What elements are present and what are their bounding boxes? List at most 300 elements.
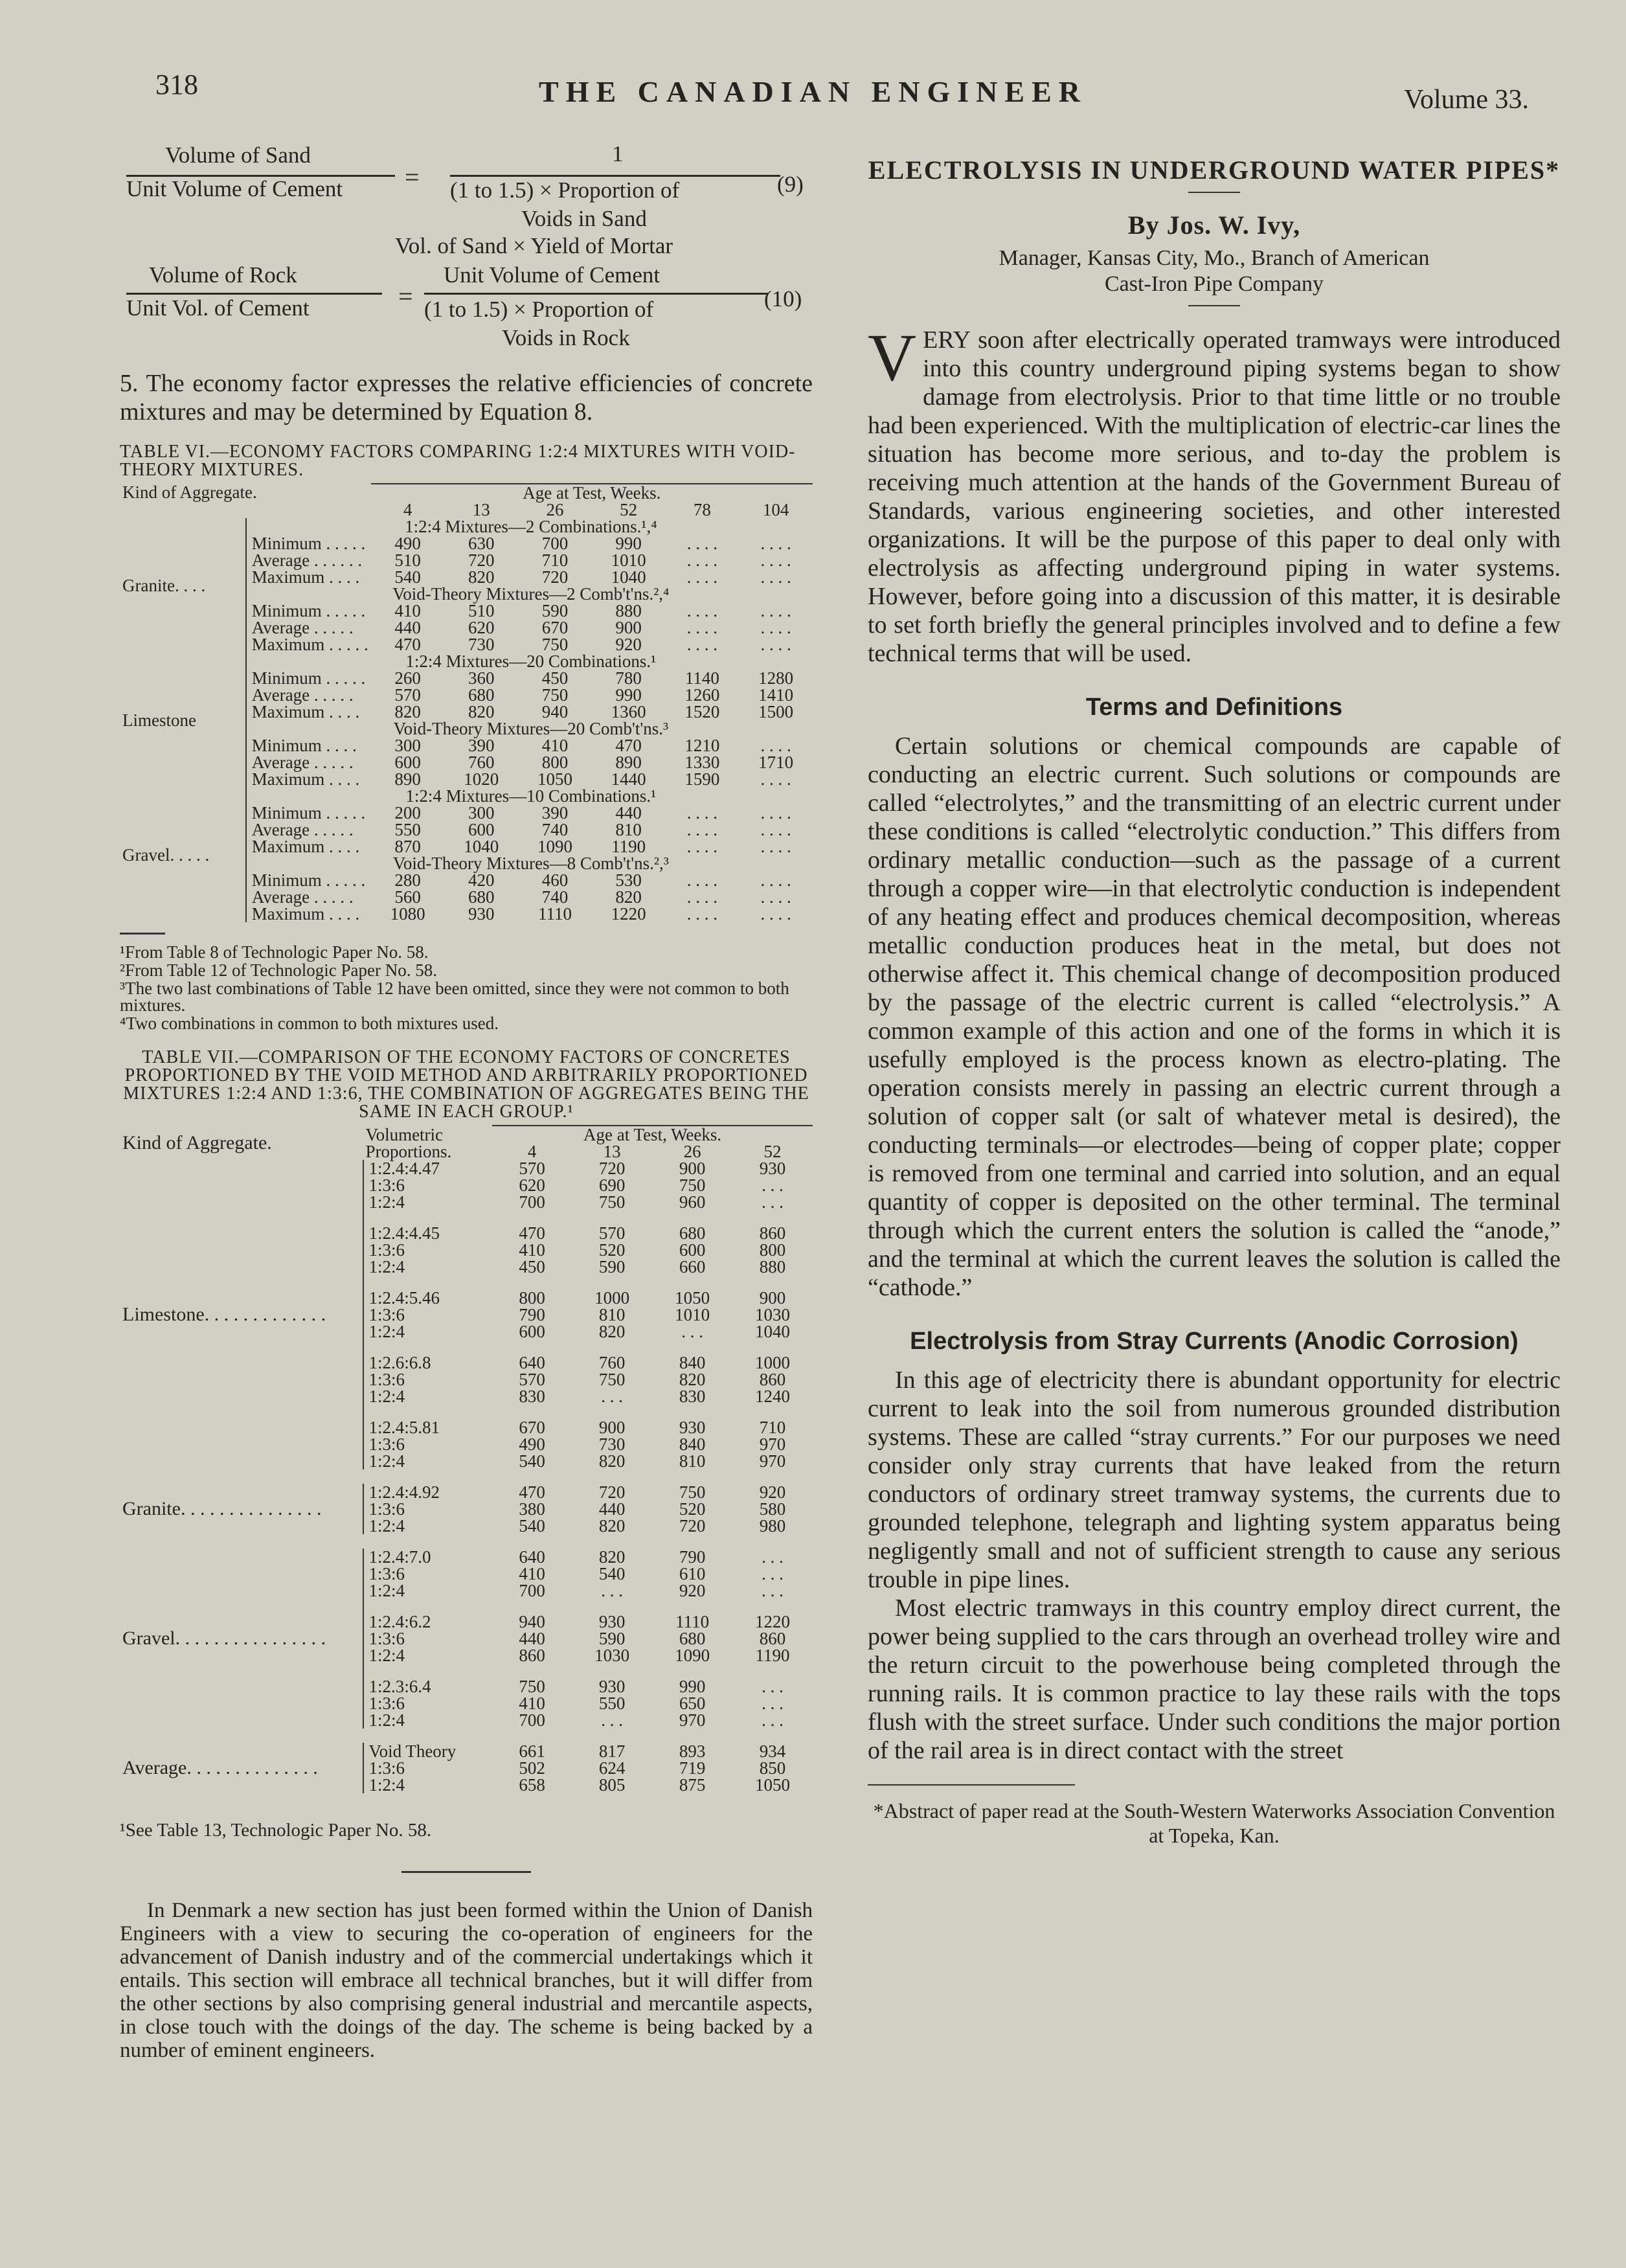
tramways-text: Most electric tramways in this country employ direct current, the power being supplied to the cars through an overhead trolley wire and the return circuit to the powerhouse being completed through the running rails. It is common practice to lay these rails with the tops flush with the street surface. Under such conditions the major portion of the rail area is in direct contact with the street: [868, 1594, 1561, 1764]
table6-cell: 740: [541, 887, 569, 907]
table7-age-header: Age at Test, Weeks.: [492, 1126, 813, 1143]
table6: [120, 483, 813, 922]
table6-cell: 990: [615, 685, 642, 705]
article-footnote: *Abstract of paper read at the South-Western Waterworks Association Convention at Topeka, Kan.: [873, 1799, 1555, 1847]
table6-cell: 600: [468, 820, 495, 839]
table7-cell: 900: [598, 1418, 626, 1437]
table7-cell: 1110: [675, 1612, 710, 1631]
table6-footnote-4: ⁴Two combinations in common to both mixtures used.: [120, 1014, 499, 1033]
table6-cell: . . . .: [686, 870, 717, 890]
author-affiliation-2: Cast-Iron Pipe Company: [1104, 272, 1324, 296]
table7-cell: 970: [679, 1710, 706, 1730]
table6-cell: 540: [394, 567, 421, 587]
table7-cell: 1000: [755, 1353, 791, 1372]
table7-proportion: 1:3:6: [363, 1565, 493, 1582]
table7-gap-cell: [492, 1405, 813, 1419]
table7-proportion: 1:2:4: [363, 1776, 493, 1793]
table6-cell: 470: [394, 635, 421, 654]
table6-cell: 630: [468, 534, 495, 553]
right-column: [868, 155, 1561, 1848]
table7-proportion: 1:3:6: [363, 1306, 493, 1323]
table7-cell: 640: [519, 1353, 545, 1372]
table7-cell: 805: [598, 1775, 626, 1795]
table7-gap-cell: [363, 1210, 493, 1225]
table7-cell: 810: [598, 1305, 626, 1324]
table7-title: TABLE VII.—COMPARISON OF THE ECONOMY FACTORS OF CONCRETES PROPORTIONED BY THE VOID METHOD AND ARBITRARILY PROPORTIONED MIXTURES 1:2:4 AND 1:3:6, THE COMBINATION OF AGGREGATES BEING THE SAME IN EACH GROUP.¹: [123, 1047, 809, 1122]
table6-cell: . . . .: [686, 887, 717, 907]
table6-cell: . . . .: [686, 534, 717, 553]
table7-cell: 830: [519, 1387, 545, 1406]
table7-cell: 440: [598, 1499, 626, 1519]
table7-group-gap: [120, 1534, 813, 1548]
eq10-rhs-denominator-1: (1 to 1.5) × Proportion of: [424, 297, 654, 322]
table7-proportion: 1:2.4:4.45: [363, 1225, 493, 1242]
table6-cell: . . . .: [686, 618, 717, 637]
table7-cell: 502: [519, 1758, 545, 1778]
table7-cell: . . .: [681, 1322, 703, 1341]
table6-cell: . . . .: [686, 803, 717, 822]
table7-cell: 380: [519, 1499, 545, 1519]
title-rule: [1188, 192, 1240, 193]
volume-label: Volume 33.: [1404, 85, 1529, 115]
table6-cell: 1280: [758, 668, 794, 688]
table6-cell: 740: [541, 820, 569, 839]
table6-cell: . . . .: [760, 534, 791, 553]
table7-cell: 600: [679, 1240, 706, 1260]
journal-title: THE CANADIAN ENGINEER: [539, 75, 1087, 108]
eq10-lhs-numerator: Volume of Rock: [149, 262, 297, 288]
table6-cell: 800: [541, 753, 569, 772]
table7-cell: 540: [598, 1564, 626, 1583]
table7-cell: 880: [759, 1257, 786, 1276]
table6-cell: 200: [394, 803, 421, 822]
table6-cell: 470: [615, 736, 642, 755]
equation-10: [120, 259, 813, 376]
table7-gap-cell: [363, 1340, 493, 1354]
table7-cell: 720: [598, 1482, 626, 1502]
table6-row-label: Average . . . . .: [246, 686, 371, 703]
table7-cell: 820: [598, 1322, 626, 1341]
table7-cell: 658: [519, 1775, 545, 1795]
table7-cell: 810: [679, 1451, 706, 1471]
table6-row-label: Maximum . . . .: [246, 703, 371, 720]
table7-cell: 520: [598, 1240, 626, 1260]
table6-cell: . . . .: [760, 601, 791, 620]
table6-row-label: Maximum . . . .: [246, 905, 371, 922]
table6-week-header: 13: [472, 500, 490, 519]
table6-row-label: Minimum . . . .: [246, 737, 371, 754]
table7-proportion: 1:2.4:5.81: [363, 1419, 493, 1436]
table6-cell: 1500: [758, 702, 794, 721]
table7-gap-cell: [492, 1275, 813, 1289]
table7-gap-cell: [363, 1599, 493, 1613]
table6-footnote-3: ³The two last combinations of Table 12 have been omitted, since they were not common to both mixtures.: [120, 979, 789, 1015]
table6-row-label: Maximum . . . .: [246, 838, 371, 855]
table7-cell: 820: [598, 1547, 626, 1567]
table6-cell: 1360: [611, 702, 646, 721]
table6-row-label: Minimum . . . . .: [246, 804, 371, 821]
table7-cell: 930: [598, 1612, 626, 1631]
eq10-number: (10): [764, 286, 802, 312]
table7-cell: 860: [759, 1223, 786, 1243]
table7-cell: 750: [679, 1175, 706, 1195]
table6-cell: . . . .: [760, 887, 791, 907]
paragraph-denmark: [120, 1899, 813, 2062]
table6-cell: . . . .: [686, 601, 717, 620]
table7-cell: 1040: [755, 1322, 791, 1341]
table6-cell: 900: [615, 618, 642, 637]
table6-cell: 750: [541, 635, 569, 654]
table7-cell: . . .: [762, 1564, 784, 1583]
table6-spacer: [246, 501, 371, 518]
table6-cell: 820: [468, 567, 495, 587]
table6-cell: . . . .: [686, 904, 717, 924]
table6-cell: 1710: [758, 753, 794, 772]
table7-proportion: 1:2:4: [363, 1647, 493, 1664]
table7-gap-cell: [363, 1405, 493, 1419]
table6-subheader: 1:2:4 Mixtures—20 Combinations.¹: [246, 653, 813, 670]
table6-cell: 410: [394, 601, 421, 620]
table6-cell: 760: [468, 753, 495, 772]
table7-cell: 830: [679, 1387, 706, 1406]
table6-cell: 510: [468, 601, 495, 620]
table6-cell: 820: [468, 702, 495, 721]
eq9-equals: =: [405, 163, 420, 192]
table7-cell: 840: [679, 1353, 706, 1372]
table7-proportion: 1:2:4: [363, 1194, 493, 1210]
table7-group-1: Granite. . . . . . . . . . . . . . .: [122, 1498, 322, 1519]
table6-cell: . . . .: [686, 837, 717, 856]
paragraph-economy-factor: 5. The economy factor expresses the relative efficiencies of concrete mixtures and may be determined by Equation 8.: [120, 370, 813, 425]
page-number: 318: [155, 69, 198, 100]
stray-text: In this age of electricity there is abundant opportunity for electric current to leak into the soil from numerous grounded distribution systems. These are called “stray currents.” For our purposes we need consider only stray currents that have leaked from the return conductors of ordinary street tramway systems, the currents due to grounded telephone, telegraph and lighting system apparatus being negligently small and not of sufficient strength to cause any serious trouble in pipe lines.: [868, 1366, 1561, 1593]
eq10-rhs-bar: [424, 293, 767, 295]
table6-cell: . . . .: [760, 904, 791, 924]
table7-cell: 970: [759, 1451, 786, 1471]
table7-cell: 570: [598, 1223, 626, 1243]
table6-spacer: [120, 501, 246, 518]
table7-proportion: 1:3:6: [363, 1177, 493, 1194]
table6-cell: 680: [468, 685, 495, 705]
table6-header-row: [120, 484, 813, 501]
table7-cell: 1190: [755, 1646, 790, 1665]
table7-cell: . . .: [601, 1387, 624, 1406]
author-affiliation-1: Manager, Kansas City, Mo., Branch of American: [999, 246, 1430, 270]
table7-prop-header: Volumetric Proportions.: [365, 1125, 452, 1161]
table7-cell: 730: [598, 1435, 626, 1454]
table7-cell: 520: [679, 1499, 706, 1519]
table6-cell: 1590: [684, 769, 720, 789]
table7-group-2: Gravel. . . . . . . . . . . . . . . .: [122, 1627, 326, 1649]
table7-cell: 750: [519, 1677, 545, 1696]
table7-cell: 840: [679, 1435, 706, 1454]
table7-proportion: 1:2:4: [363, 1258, 493, 1275]
eq9-rhs-denominator-2: Voids in Sand: [521, 206, 647, 231]
table7-cell: 700: [519, 1192, 545, 1212]
table7-cell: . . .: [762, 1192, 784, 1212]
paragraph-stray-currents: [868, 1366, 1561, 1594]
table7-cell: 661: [519, 1741, 545, 1761]
table6-subheader: 1:2:4 Mixtures—10 Combinations.¹: [246, 788, 813, 804]
table6-row-label: Maximum . . . .: [246, 569, 371, 585]
table7-cell: 860: [759, 1629, 786, 1648]
table6-cell: 260: [394, 668, 421, 688]
table6-footnote-1: ¹From Table 8 of Technologic Paper No. 58.: [120, 942, 429, 962]
table7-cell: 1050: [755, 1775, 791, 1795]
table7-proportion: 1:2.3:6.4: [363, 1678, 493, 1695]
table7-week-header: 26: [683, 1142, 701, 1161]
table7-cell: 790: [519, 1305, 545, 1324]
table7-cell: 540: [519, 1516, 545, 1536]
table7-cell: 410: [519, 1564, 545, 1583]
table6-cell: 1410: [758, 685, 794, 705]
table7-cell: 720: [598, 1159, 626, 1178]
author-byline: By Jos. W. Ivy,: [1127, 210, 1301, 240]
table7-cell: . . .: [762, 1677, 784, 1696]
table7-proportion: 1:3:6: [363, 1630, 493, 1647]
table7-cell: 640: [519, 1547, 545, 1567]
table6-cell: . . . .: [686, 567, 717, 587]
table6-kind-header: Kind of Aggregate.: [122, 482, 257, 502]
table7-cell: 934: [759, 1741, 786, 1761]
drop-cap: V: [868, 321, 917, 395]
table7-cell: 700: [519, 1581, 545, 1600]
table6-group-0: Granite. . . .: [122, 576, 206, 595]
table7: [120, 1125, 813, 1808]
table6-cell: 780: [615, 668, 642, 688]
table7-gap-cell: [120, 1534, 813, 1548]
table6-row-label: Average . . . . .: [246, 821, 371, 838]
table7-cell: . . .: [762, 1581, 784, 1600]
table6-group-1: Limestone: [122, 710, 196, 730]
table7-cell: 893: [679, 1741, 706, 1761]
table7-proportion: 1:3:6: [363, 1501, 493, 1517]
table7-cell: . . .: [762, 1547, 784, 1567]
table6-cell: 510: [394, 550, 421, 570]
table-row: [120, 1548, 813, 1565]
table7-week-header: 4: [527, 1142, 537, 1161]
eq9-rhs-bar: [450, 175, 780, 177]
table7-cell: 680: [679, 1629, 706, 1648]
table6-cell: 1020: [464, 769, 499, 789]
table6-row-label: Average . . . . .: [246, 889, 371, 905]
table7-proportion: 1:3:6: [363, 1242, 493, 1258]
mortar-line: Vol. of Sand × Yield of Mortar: [395, 233, 673, 258]
table6-title: TABLE VI.—ECONOMY FACTORS COMPARING 1:2:4 MIXTURES WITH VOID-THEORY MIXTURES.: [120, 442, 796, 480]
table7-gap-cell: [492, 1664, 813, 1678]
table7-cell: 920: [759, 1482, 786, 1502]
table6-cell: 1520: [684, 702, 720, 721]
table6-cell: 680: [468, 887, 495, 907]
table6-cell: . . . .: [760, 769, 791, 789]
table7-proportion: 1:2.4:7.0: [363, 1548, 493, 1565]
eq10-lhs-bar: [126, 293, 382, 295]
eq9-number: (9): [777, 172, 804, 197]
table6-cell: 730: [468, 635, 495, 654]
table6-row-label: Minimum . . . . .: [246, 535, 371, 552]
table7-kind-header: Kind of Aggregate.: [122, 1131, 272, 1153]
table6-cell: 720: [541, 567, 569, 587]
table7-cell: 970: [759, 1435, 786, 1454]
table6-cell: 890: [615, 753, 642, 772]
table6-week-header: 78: [693, 500, 711, 519]
table7-cell: 450: [519, 1257, 545, 1276]
table6-week-header: 104: [762, 500, 789, 519]
table7-cell: 710: [759, 1418, 786, 1437]
table6-subheader: 1:2:4 Mixtures—2 Combinations.¹,⁴: [246, 518, 813, 535]
table7-proportion: 1:2.4:4.92: [363, 1484, 493, 1501]
table7-cell: 690: [598, 1175, 626, 1195]
table6-cell: 1140: [684, 668, 719, 688]
table6-cell: 450: [541, 668, 569, 688]
table6-cell: 990: [615, 534, 642, 553]
table7-cell: 820: [598, 1451, 626, 1471]
table7-cell: 470: [519, 1482, 545, 1502]
table7-cell: 1090: [675, 1646, 710, 1665]
table7-cell: 790: [679, 1547, 706, 1567]
table6-cell: 440: [394, 618, 421, 637]
table7-proportion: 1:2:4: [363, 1453, 493, 1469]
table7-cell: 1240: [755, 1387, 791, 1406]
table6-footnotes: [120, 933, 813, 1032]
section-divider: [401, 1871, 531, 1873]
table7-cell: 590: [598, 1257, 626, 1276]
table6-cell: 700: [541, 534, 569, 553]
table7-cell: 960: [679, 1192, 706, 1212]
table7-cell: 590: [598, 1629, 626, 1648]
table7-gap-cell: [363, 1664, 493, 1678]
table7-proportion: 1:2.4:6.2: [363, 1613, 493, 1630]
table7-cell: 410: [519, 1240, 545, 1260]
table6-cell: . . . .: [760, 550, 791, 570]
table6-week-header: 4: [403, 500, 412, 519]
table7-cell: 1000: [594, 1288, 630, 1308]
table6-row-label: Minimum . . . . .: [246, 872, 371, 889]
table6-group-2: Gravel. . . . .: [122, 845, 210, 865]
table6-cell: 1050: [537, 769, 572, 789]
table6-cell: 750: [541, 685, 569, 705]
table6-row-label: Maximum . . . .: [246, 771, 371, 788]
table7-cell: 750: [679, 1482, 706, 1502]
eq9-rhs-denominator-1: (1 to 1.5) × Proportion of: [450, 177, 680, 203]
table7-cell: 550: [598, 1694, 626, 1713]
table6-row-label: Average . . . . .: [246, 619, 371, 636]
table6-week-header: 26: [546, 500, 564, 519]
table6-cell: 1440: [611, 769, 646, 789]
table6-cell: 620: [468, 618, 495, 637]
table6-subheader: Void-Theory Mixtures—20 Comb't'ns.³: [246, 720, 813, 737]
intro-text: ERY soon after electrically operated tramways were introduced into this country underground piping systems began to show damage from electrolysis. Prior to that time little or no trouble had been experienced. With the multiplication of electric-car lines the situation has become more serious, and to-day the problem is receiving much attention at the hands of the Government Bureau of Standards, various engineering societies, and other interested organizations. It will be the purpose of this paper to deal only with electrolysis as affecting underground piping in water systems. However, before going into a discussion of this matter, it is desirable to set forth briefly the general principles involved and to define a few technical terms that will be used.: [868, 326, 1561, 667]
table6-cell: . . . .: [686, 820, 717, 839]
table6-subheader: Void-Theory Mixtures—8 Comb't'ns.²,³: [246, 855, 813, 872]
table7-gap-cell: [492, 1340, 813, 1354]
table6-cell: . . . .: [760, 803, 791, 822]
table6-row-label: Average . . . . . .: [246, 552, 371, 569]
table6-cell: 820: [394, 702, 421, 721]
table6-cell: . . . .: [686, 635, 717, 654]
table7-proportion: 1:3:6: [363, 1760, 493, 1776]
table7-cell: 1030: [755, 1305, 791, 1324]
table7-week-header: 13: [603, 1142, 621, 1161]
table7-cell: 624: [598, 1758, 626, 1778]
table-row: [120, 1160, 813, 1177]
table7-proportion: 1:2.6:6.8: [363, 1354, 493, 1371]
table7-gap-cell: [120, 1469, 813, 1484]
table7-cell: 920: [679, 1581, 706, 1600]
table7-cell: 670: [519, 1418, 545, 1437]
table7-cell: 440: [519, 1629, 545, 1648]
table7-gap-cell: [120, 1729, 813, 1743]
table7-proportion: 1:3:6: [363, 1695, 493, 1712]
table6-cell: 710: [541, 550, 569, 570]
table7-group-3: Average. . . . . . . . . . . . . .: [122, 1757, 318, 1778]
table7-cell: . . .: [762, 1710, 784, 1730]
table6-cell: 940: [541, 702, 569, 721]
left-column: [120, 136, 813, 2062]
table7-cell: 600: [519, 1322, 545, 1341]
table7-proportion: Void Theory: [363, 1743, 493, 1760]
table6-cell: 1220: [611, 904, 646, 924]
table7-group-gap: [120, 1469, 813, 1484]
table7-cell: 930: [598, 1677, 626, 1696]
table7-group-gap: [120, 1793, 813, 1808]
table7-footnote: ¹See Table 13, Technologic Paper No. 58.: [120, 1820, 432, 1841]
table7-cell: 490: [519, 1435, 545, 1454]
table7-cell: 700: [519, 1710, 545, 1730]
table-row: [120, 1484, 813, 1501]
eq10-equals: =: [398, 282, 413, 311]
table7-proportion: 1:2:4: [363, 1388, 493, 1405]
table6-subheader-row: [120, 653, 813, 670]
table7-proportion: 1:2:4: [363, 1517, 493, 1534]
table6-cell: 720: [468, 550, 495, 570]
table6-cell: . . . .: [760, 736, 791, 755]
table7-cell: 760: [598, 1353, 626, 1372]
table6-cell: 810: [615, 820, 642, 839]
table7-cell: 580: [759, 1499, 786, 1519]
table7-group-gap: [120, 1729, 813, 1743]
table6-cell: 440: [615, 803, 642, 822]
table6-subheader-row: [120, 788, 813, 804]
table7-proportion: 1:2:4: [363, 1712, 493, 1729]
eq9-rhs-numerator: 1: [612, 141, 624, 166]
footnote-rule: [868, 1784, 1075, 1786]
byline-rule: [1188, 305, 1240, 306]
table7-cell: . . .: [601, 1710, 624, 1730]
table7-week-header: 52: [763, 1142, 782, 1161]
table7-gap-cell: [120, 1793, 813, 1808]
table6-footnote-rule: [120, 933, 165, 935]
table7-cell: 570: [519, 1370, 545, 1389]
table7-cell: 800: [759, 1240, 786, 1260]
paragraph-intro: [868, 321, 1561, 668]
table6-cell: 670: [541, 618, 569, 637]
table7-cell: 750: [598, 1370, 626, 1389]
table6-cell: 1210: [684, 736, 720, 755]
table6-row-label: Maximum . . . . .: [246, 636, 371, 653]
table6-footnote-2: ²From Table 12 of Technologic Paper No. 58.: [120, 960, 437, 980]
table7-cell: 940: [519, 1612, 545, 1631]
table6-cell: 820: [615, 887, 642, 907]
table7-cell: 610: [679, 1564, 706, 1583]
table7-proportion: 1:2:4: [363, 1582, 493, 1599]
table6-cell: 420: [468, 870, 495, 890]
terms-text: Certain solutions or chemical compounds are capable of conducting an electric current. Such solutions or compounds are called “electrolytes,” and the transmitting of an electric current under these conditions is called “electrolytic conduction.” This differs from ordinary metallic conduction—such as the passage of a current through a copper wire—in that electrolytic conduction is independent of any heating effect and produces chemical decomposition, whereas metallic conduction produces heat in the metal, but does not otherwise affect it. This chemical change of decomposition produced by the passage of the electric current is called “electrolysis.” A common example of this action and one of the forms in which it is usefully employed is the process known as electro-plating. The operation consists merely in passing an electric current through a solution of copper salt (or salt of whatever metal is desired), the conducting terminals—or electrodes—being of copper plate; copper is removed from one terminal and carried into solution, and an equal quantity of copper is deposited on the other terminal. The terminal through which the current enters the solution is called the “anode,” and the terminal at which the current leaves the solution is called the “cathode.”: [868, 732, 1561, 1301]
table7-gap-cell: [492, 1599, 813, 1613]
table6-week-header: 52: [620, 500, 638, 519]
table7-cell: 1220: [755, 1612, 791, 1631]
table7-cell: 860: [759, 1370, 786, 1389]
